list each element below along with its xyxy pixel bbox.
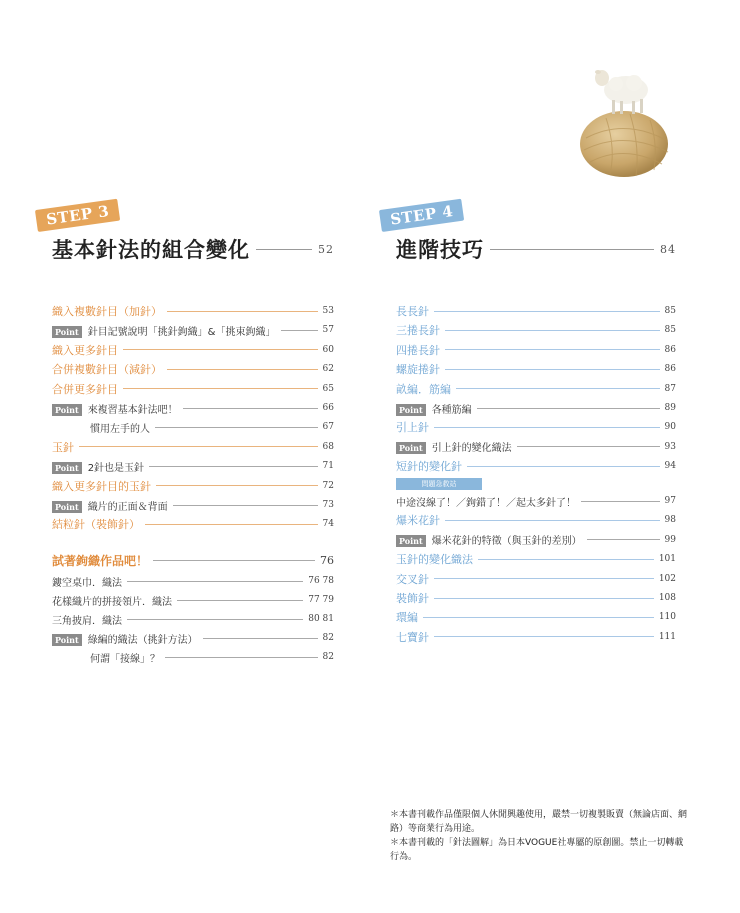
leader-line	[423, 617, 654, 618]
toc-entry-label	[396, 551, 473, 567]
toc-entry-page: 98	[664, 515, 676, 526]
toc-entry-label	[396, 439, 512, 454]
toc-entry-page: 72	[322, 480, 334, 491]
toc-entry-page: 94	[664, 461, 676, 472]
toc-entry-label	[396, 458, 462, 474]
point-badge: Point	[52, 326, 82, 338]
toc-entry-page: 71	[322, 461, 334, 472]
toc-entry-text: 引上針的變化織法	[431, 443, 512, 455]
toc-entry-page: 76 78	[308, 576, 334, 586]
toc-entry-page: 67	[322, 422, 334, 433]
toc-entry-text: 螺旋捲針	[396, 363, 440, 377]
toc-entry-label	[52, 516, 140, 532]
toc-entry-page: 108	[658, 593, 676, 603]
toc-entry[interactable]	[396, 321, 676, 339]
toc-entry-text: 結粒針（裝飾針）	[52, 518, 140, 532]
toc-entry-text: 織片的正面＆背面	[87, 501, 168, 513]
point-badge: Point	[52, 634, 82, 646]
leader-line	[434, 427, 660, 428]
toc-entry-label	[52, 381, 118, 397]
toc-entry[interactable]	[396, 492, 676, 510]
leader-line	[173, 505, 318, 506]
step3-title: 基本針法的組合變化	[52, 238, 250, 262]
toc-entry-label	[90, 650, 160, 665]
toc-entry-label	[52, 631, 198, 646]
toc-entry-label	[52, 459, 144, 474]
toc-entry-page: 86	[664, 344, 676, 355]
toc-entry-page: 86	[664, 364, 676, 375]
step3-title-row[interactable]	[52, 235, 334, 263]
leader-line	[587, 539, 660, 540]
toc-entry-text: 合併更多針目	[52, 382, 118, 396]
toc-entry[interactable]	[396, 628, 676, 646]
toc-entry[interactable]	[52, 321, 334, 339]
toc-entry-label	[52, 342, 118, 358]
toc-entry-label	[396, 401, 472, 416]
toc-entry-text: 綠編的織法（挑針方法）	[87, 634, 198, 646]
toc-entry-page: 93	[664, 441, 676, 452]
toc-entry-page: 111	[658, 631, 676, 642]
toc-entry-page: 60	[322, 344, 334, 355]
note-line: ＊本書刊載的「針法圖解」為日本VOGUE社專屬的原創圖。禁止一切轉載行為。	[390, 838, 684, 862]
toc-entry-label	[52, 478, 151, 494]
leader-line	[445, 330, 660, 331]
toc-entry-label	[52, 361, 162, 377]
leader-line	[467, 466, 660, 467]
leader-line	[155, 427, 318, 428]
title-leader	[490, 249, 654, 250]
toc-entry-label	[396, 494, 576, 509]
leader-line	[123, 388, 318, 389]
leader-line	[434, 578, 654, 579]
note-line: ＊本書刊載作品僅限個人休閒興趣使用，嚴禁一切複製販賣（無論店面、網路）等商業行為用途。	[390, 810, 688, 834]
toc-entry-text: 針目記號說明「挑針鉤織」&「挑束鉤織」	[87, 326, 276, 338]
step4-title: 進階技巧	[396, 238, 484, 262]
leader-line	[281, 330, 318, 331]
toc-entry-page: 85	[664, 306, 676, 316]
toc-entry[interactable]	[52, 610, 334, 628]
leader-line	[167, 369, 318, 370]
toc-entry-text: 織入複數針目（加針）	[52, 305, 162, 318]
toc-entry-label	[396, 419, 429, 435]
step4-title-page: 84	[660, 242, 676, 256]
toc-entry-page: 101	[658, 554, 676, 565]
toc-entry-page: 73	[322, 500, 334, 510]
toc-entry[interactable]	[396, 438, 676, 456]
toc-entry-page: 53	[322, 306, 334, 316]
toc-entry[interactable]	[52, 648, 334, 666]
toc-entry[interactable]	[396, 531, 676, 549]
toc-entry[interactable]	[396, 550, 676, 568]
toc-entry-label	[52, 323, 276, 338]
toc-entry[interactable]	[52, 360, 334, 378]
toc-entry-page: 80 81	[308, 614, 334, 624]
toc-entry-text: 何謂「接線」？	[90, 653, 160, 665]
toc-entry-page: 102	[658, 573, 676, 584]
leader-line	[145, 524, 318, 525]
toc-entry-text: 合併複數針目（減針）	[52, 363, 162, 377]
leader-line	[203, 638, 318, 639]
toc-entry[interactable]	[52, 629, 334, 647]
leader-line	[478, 559, 654, 560]
toc-entry-text: 鏤空桌巾．織法	[52, 577, 122, 589]
toc-entry-text: 來複習基本針法吧！	[87, 404, 178, 416]
leader-line	[434, 636, 654, 637]
toc-entry-label	[396, 342, 440, 358]
toc-entry-label	[396, 361, 440, 377]
toc-entry[interactable]	[396, 360, 676, 378]
leader-line	[153, 560, 315, 561]
toc-entry-label	[52, 401, 178, 416]
leader-line	[517, 446, 660, 447]
toc-entry-page: 99	[664, 534, 676, 545]
leader-line	[183, 408, 318, 409]
toc-entry-label	[52, 612, 122, 627]
toc-entry-label	[90, 420, 150, 435]
toc-entry-page: 74	[322, 519, 334, 530]
toc-entry-text: 三角披肩．織法	[52, 615, 122, 627]
point-badge: Point	[52, 501, 82, 513]
toc-entry[interactable]	[52, 380, 334, 398]
toc-entry[interactable]	[52, 341, 334, 359]
point-badge: Point	[396, 442, 426, 454]
toc-entry-label	[396, 512, 440, 528]
toc-entry-page: 97	[664, 496, 676, 506]
toc-entry-text: 畝編．筋編	[396, 382, 451, 396]
leader-line	[177, 600, 303, 601]
point-badge: Point	[396, 404, 426, 416]
leader-line	[127, 581, 303, 582]
toc-entry-text: 短針的變化針	[396, 460, 462, 474]
toc-entry-text: 引上針	[396, 421, 429, 435]
toc-entry[interactable]	[396, 511, 676, 529]
leader-line	[477, 408, 660, 409]
step3-title-page: 52	[318, 242, 334, 256]
toc-entry-page: 82	[322, 652, 334, 662]
point-badge: Point	[52, 404, 82, 416]
toc-entry-text: 織入更多針目	[52, 343, 118, 357]
toc-entry-page: 85	[664, 325, 676, 336]
toc-entry-page: 110	[658, 612, 676, 623]
toc-entry[interactable]	[52, 477, 334, 495]
toc-entry[interactable]	[52, 457, 334, 475]
toc-entry-page: 65	[322, 383, 334, 394]
toc-entry[interactable]	[52, 399, 334, 417]
copyright-notes	[390, 808, 690, 864]
toc-entry-text: 2針也是玉針	[87, 462, 145, 474]
toc-entry[interactable]	[52, 418, 334, 436]
works-heading-row[interactable]	[52, 551, 334, 569]
toc-entry-label	[52, 574, 122, 589]
toc-entry-text: 織入更多針目的玉針	[52, 479, 151, 493]
toc-entry-page: 87	[664, 383, 676, 394]
toc-entry-page: 62	[322, 364, 334, 375]
leader-line	[149, 466, 317, 467]
toc-entry[interactable]	[396, 608, 676, 626]
toc-entry[interactable]	[396, 418, 676, 436]
works-heading-page: 76	[320, 553, 334, 567]
toc-entry-text: 長長針	[396, 305, 429, 318]
toc-entry[interactable]	[396, 341, 676, 359]
toc-entry[interactable]	[52, 572, 334, 590]
toc-entry[interactable]	[52, 515, 334, 533]
leader-line	[123, 349, 318, 350]
toc-entry-label	[396, 609, 418, 625]
toc-entry[interactable]	[396, 570, 676, 588]
toc-entry-page: 68	[322, 441, 334, 452]
toc-entry[interactable]	[52, 591, 334, 609]
toc-entry[interactable]	[396, 589, 676, 607]
step4-tab: STEP 4	[379, 199, 465, 232]
step3-tab: STEP 3	[35, 199, 121, 232]
toc-entry-text: 環編	[396, 611, 418, 625]
toc-entry-label	[52, 593, 172, 608]
toc-entry-page: 82	[322, 633, 334, 643]
leader-line	[445, 349, 660, 350]
toc-entry-label	[396, 532, 582, 547]
toc-entry-text: 爆米花針的特徵（與玉針的差別）	[431, 536, 582, 548]
leader-line	[79, 446, 318, 447]
toc-entry-text: 四捲長針	[396, 343, 440, 357]
toc-entry-label	[52, 303, 162, 319]
toc-entry-page: 66	[322, 403, 334, 413]
toc-entry-label	[396, 381, 451, 397]
toc-entry[interactable]	[396, 380, 676, 398]
toc-entry-page: 90	[664, 422, 676, 433]
point-badge: Point	[396, 535, 426, 547]
toc-entry-label	[396, 303, 429, 319]
leader-line	[445, 369, 660, 370]
leader-line	[434, 311, 660, 312]
leader-line	[445, 520, 660, 521]
help-badge: 問題急救站	[396, 478, 482, 490]
toc-entry[interactable]	[52, 438, 334, 456]
toc-entry[interactable]	[396, 399, 676, 417]
toc-entry-label	[396, 571, 429, 587]
toc-entry-label	[52, 498, 168, 513]
toc-entry-label	[396, 629, 429, 645]
toc-entry-text: 三捲長針	[396, 324, 440, 338]
leader-line	[456, 388, 660, 389]
toc-entry-page: 89	[664, 403, 676, 413]
leader-line	[581, 501, 660, 502]
toc-entry[interactable]	[52, 302, 334, 320]
leader-line	[156, 485, 318, 486]
toc-entry-text: 七寶針	[396, 630, 429, 644]
toc-entry-text: 慣用左手的人	[90, 423, 150, 435]
leader-line	[434, 598, 654, 599]
toc-entry-label	[396, 322, 440, 338]
toc-entry-text: 玉針的變化織法	[396, 553, 473, 567]
leader-line	[127, 619, 303, 620]
toc-entry-text: 各種筋編	[431, 404, 472, 416]
sheep-on-yarn-ball-illustration	[576, 58, 676, 178]
title-leader	[256, 249, 312, 250]
toc-entry-text: 中途沒線了！／鉤錯了！／起太多針了！	[396, 497, 576, 509]
toc-entry[interactable]	[396, 302, 676, 320]
toc-entry-label	[52, 439, 74, 455]
step4-title-row[interactable]	[396, 235, 676, 263]
toc-entry-label	[396, 590, 429, 606]
leader-line	[167, 311, 318, 312]
leader-line	[165, 657, 318, 658]
toc-entry-text: 玉針	[52, 440, 74, 454]
toc-entry-page: 57	[322, 325, 334, 336]
toc-entry-text: 爆米花針	[396, 514, 440, 528]
toc-entry[interactable]	[52, 496, 334, 514]
toc-entry-text: 花樣織片的拼接領片．織法	[52, 596, 172, 608]
works-heading: 試著鉤織作品吧！	[52, 553, 149, 568]
toc-entry[interactable]	[396, 457, 676, 475]
toc-entry-page: 77 79	[308, 595, 334, 605]
toc-entry-text: 裝飾針	[396, 592, 429, 605]
point-badge: Point	[52, 462, 82, 474]
toc-entry-text: 交叉針	[396, 572, 429, 586]
